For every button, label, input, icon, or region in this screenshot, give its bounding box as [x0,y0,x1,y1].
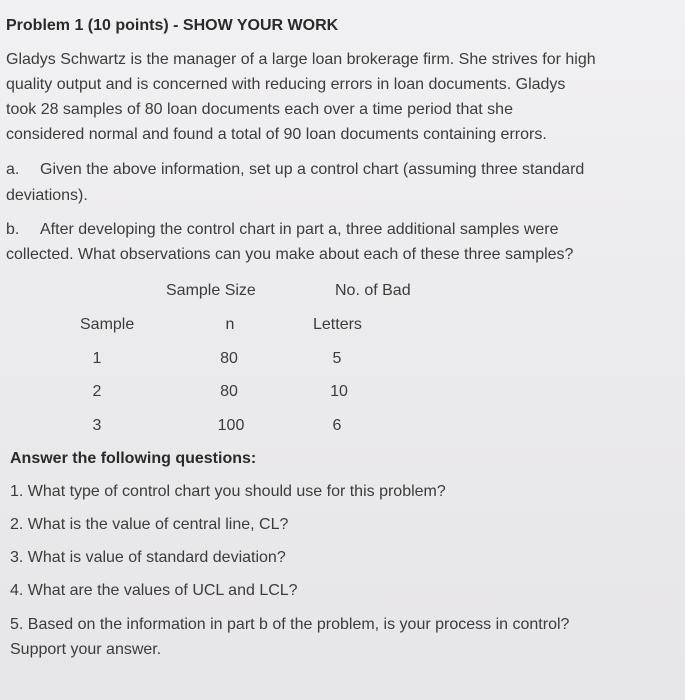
part-a-line-1: Given the above information, set up a control chart (assuming three standard [40,161,585,178]
part-b-line-2: collected. What observations can you make about each of these three samples? [6,246,574,263]
part-a-marker: a. [6,161,20,178]
part-a-line-2: deviations). [6,187,88,204]
intro-line-1: Gladys Schwartz is the manager of a large loan brokerage firm. She strives for high [6,51,596,68]
question-4: 4. What are the values of UCL and LCL? [10,582,298,599]
table-cell-sample: 3 [92,417,102,434]
table-cell-sample: 1 [92,350,102,367]
question-5-continuation: Support your answer. [10,641,162,658]
question-5: 5. Based on the information in part b of the problem, is your process in control? [10,616,570,633]
table-cell-sample: 2 [92,383,102,400]
header-n: n [225,316,235,333]
table-cell-n: 80 [220,350,238,367]
intro-line-4: considered normal and found a total of 90 loan documents containing errors. [6,126,547,143]
header-letters: Letters [313,316,362,333]
header-sample: Sample [80,316,135,333]
part-b-line-1: After developing the control chart in part a, three additional samples were [40,221,559,238]
question-3: 3. What is value of standard deviation? [10,549,286,566]
problem-title: Problem 1 (10 points) - SHOW YOUR WORK [6,17,339,34]
table-cell-n: 80 [220,383,238,400]
table-cell-letters: 6 [332,417,342,434]
question-1: 1. What type of control chart you should use for this problem? [10,483,446,500]
table-cell-letters: 10 [330,383,348,400]
table-cell-letters: 5 [332,350,342,367]
part-b-marker: b. [6,221,20,238]
question-2: 2. What is the value of central line, CL? [10,516,289,533]
header-no-of-bad: No. of Bad [335,282,411,299]
header-sample-size: Sample Size [166,282,256,299]
intro-line-2: quality output and is concerned with reducing errors in loan documents. Gladys [6,76,566,93]
questions-heading: Answer the following questions: [10,450,257,467]
intro-line-3: took 28 samples of 80 loan documents each over a time period that she [6,101,513,118]
table-cell-n: 100 [217,417,245,434]
